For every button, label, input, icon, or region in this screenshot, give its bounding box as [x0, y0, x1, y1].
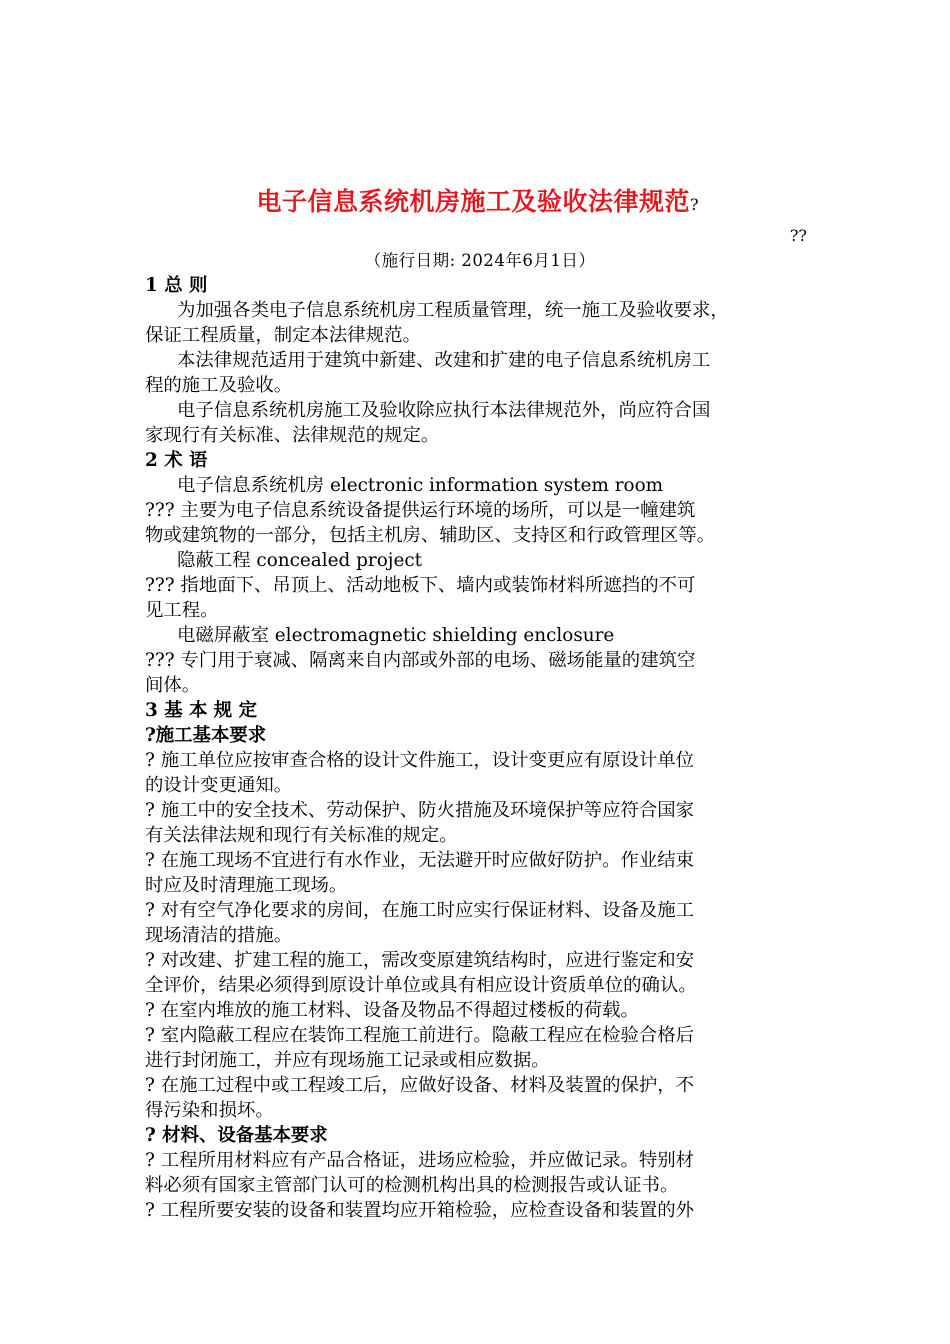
- document-body: [145, 273, 815, 1223]
- right-mark: ??: [789, 226, 807, 245]
- body-line: 家现行有关标准、法律规范的规定。: [145, 425, 440, 446]
- body-line: ? 在室内堆放的施工材料、设备及物品不得超过楼板的荷载。: [145, 1000, 639, 1021]
- body-line: 时应及时清理施工现场。: [145, 875, 348, 896]
- section-heading: ? 材料、设备基本要求: [145, 1125, 328, 1146]
- body-line: ? 在施工现场不宜进行有水作业，无法避开时应做好防护。作业结束: [145, 850, 695, 871]
- effective-date: （施行日期: 2024年6月1日）: [364, 251, 596, 270]
- body-line: 保证工程质量，制定本法律规范。: [145, 325, 421, 346]
- body-line: 隐蔽工程 concealed project: [177, 550, 423, 571]
- body-line: 得污染和损坏。: [145, 1100, 274, 1121]
- body-line: ? 工程所要安装的设备和装置均应开箱检验，应检查设备和装置的外: [145, 1200, 695, 1221]
- body-line: 本法律规范适用于建筑中新建、改建和扩建的电子信息系统机房工: [177, 350, 711, 371]
- body-line: 全评价，结果必须得到原设计单位或具有相应设计资质单位的确认。: [145, 975, 697, 996]
- document-page: [145, 180, 815, 1223]
- body-line: 为加强各类电子信息系统机房工程质量管理，统一施工及验收要求，: [177, 300, 729, 321]
- title-row: [140, 180, 815, 224]
- body-line: 电磁屏蔽室 electromagnetic shielding enclosure: [177, 625, 615, 646]
- body-line: ? 对有空气净化要求的房间，在施工时应实行保证材料、设备及施工: [145, 900, 695, 921]
- body-line: ? 在施工过程中或工程竣工后，应做好设备、材料及装置的保护，不: [145, 1075, 695, 1096]
- section-heading: 3 基 本 规 定: [145, 700, 257, 721]
- body-line: ? 对改建、扩建工程的施工，需改变原建筑结构时，应进行鉴定和安: [145, 950, 695, 971]
- body-line: 进行封闭施工，并应有现场施工记录或相应数据。: [145, 1050, 550, 1071]
- body-line: 料必须有国家主管部门认可的检测机构出具的检测报告或认证书。: [145, 1175, 679, 1196]
- body-line: 程的施工及验收。: [145, 375, 293, 396]
- body-line: 电子信息系统机房施工及验收除应执行本法律规范外，尚应符合国: [177, 400, 711, 421]
- body-line: ??? 专门用于衰减、隔离来自内部或外部的电场、磁场能量的建筑空: [145, 650, 696, 671]
- section-heading: 2 术 语: [145, 450, 208, 471]
- body-line: 的设计变更通知。: [145, 775, 293, 796]
- title-mark: ?: [689, 195, 699, 214]
- body-line: 现场清洁的措施。: [145, 925, 293, 946]
- body-line: ? 施工单位应按审查合格的设计文件施工，设计变更应有原设计单位: [145, 750, 695, 771]
- body-line: ??? 指地面下、吊顶上、活动地板下、墙内或装饰材料所遮挡的不可: [145, 575, 696, 596]
- body-line: 见工程。: [145, 600, 219, 621]
- body-line: ? 室内隐蔽工程应在装饰工程施工前进行。隐蔽工程应在检验合格后: [145, 1025, 695, 1046]
- body-line: ? 施工中的安全技术、劳动保护、防火措施及环境保护等应符合国家: [145, 800, 695, 821]
- body-line: 电子信息系统机房 electronic information system room: [177, 475, 664, 496]
- document-title: 电子信息系统机房施工及验收法律规范: [256, 187, 690, 216]
- body-line: 物或建筑物的一部分，包括主机房、辅助区、支持区和行政管理区等。: [145, 525, 716, 546]
- body-line: 有关法律法规和现行有关标准的规定。: [145, 825, 458, 846]
- body-line: ??? 主要为电子信息系统设备提供运行环境的场所，可以是一幢建筑: [145, 500, 696, 521]
- section-heading: 1 总 则: [145, 275, 208, 296]
- body-line: ? 工程所用材料应有产品合格证，进场应检验，并应做记录。特别材: [145, 1150, 695, 1171]
- section-heading: ?施工基本要求: [145, 725, 267, 746]
- body-line: 间体。: [145, 675, 201, 696]
